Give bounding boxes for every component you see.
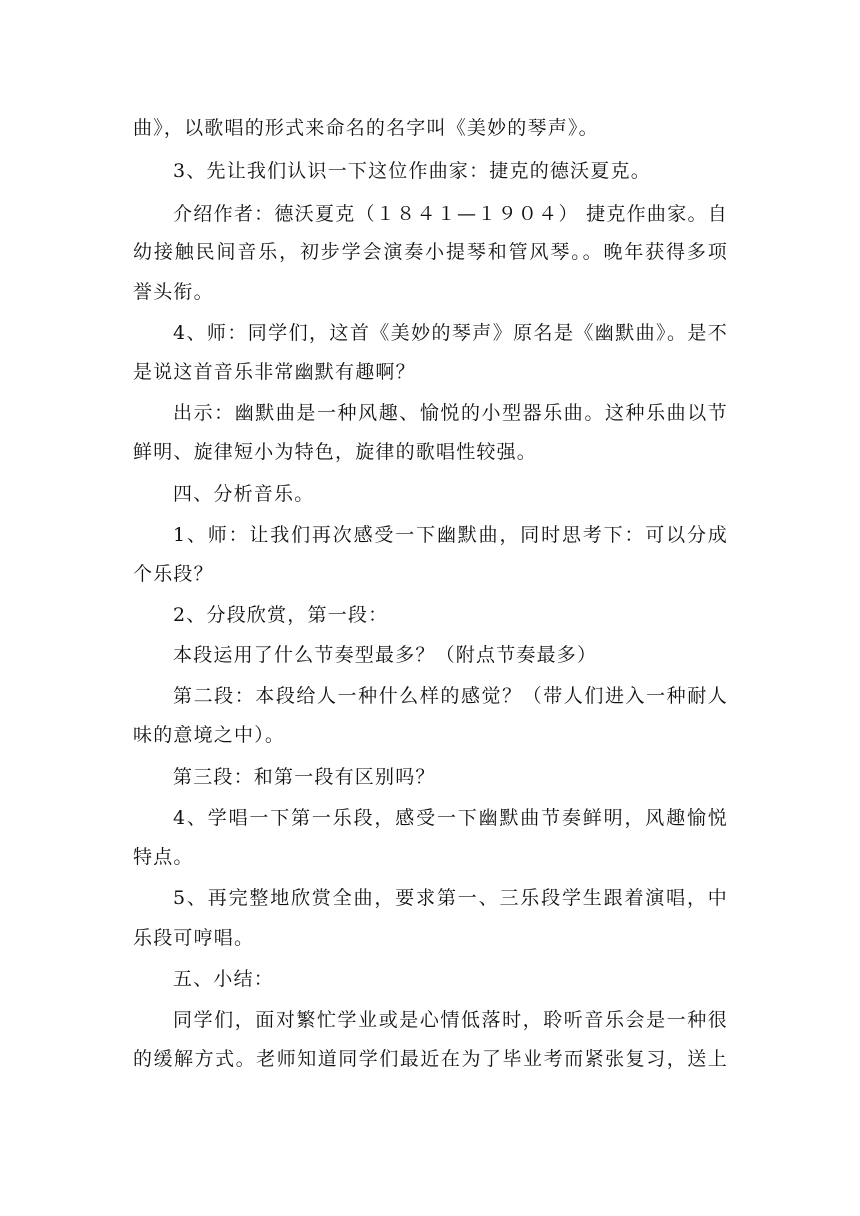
text-line: 2、分段欣赏，第一段：	[173, 604, 389, 626]
text-line: 4、学唱一下第一乐段，感受一下幽默曲节奏鲜明，风趣愉悦	[173, 807, 728, 829]
text-line: 曲》，以歌唱的形式来命名的名字叫《美妙的琴声》。	[133, 117, 599, 139]
text-line: 同学们，面对繁忙学业或是心情低落时，聆听音乐会是一种很	[173, 1009, 728, 1031]
text-line: 乐段可哼唱。	[133, 927, 255, 949]
text-line: 味的意境之中）。	[133, 724, 286, 746]
text-line: 个乐段？	[133, 563, 214, 585]
text-line: 3、先让我们认识一下这位作曲家：捷克的德沃夏克。	[173, 160, 651, 182]
section-heading: 五、小结：	[173, 968, 275, 990]
text-line: 幼接触民间音乐，初步学会演奏小提琴和管风琴。。晚年获得多项	[133, 241, 728, 263]
text-line: 5、再完整地欣赏全曲，要求第一、三乐段学生跟着演唱，中	[173, 887, 728, 909]
text-line: 1、师：让我们再次感受一下幽默曲，同时思考下：可以分成	[173, 524, 728, 546]
text-line: 介绍作者：德沃夏克（１８４１—１９０４） 捷克作曲家。自	[173, 203, 728, 225]
text-line: 誉头衔。	[133, 281, 214, 303]
text-line: 是说这首音乐非常幽默有趣啊？	[133, 361, 416, 383]
text-line: 鲜明、旋律短小为特色，旋律的歌唱性较强。	[133, 441, 538, 463]
text-line: 第二段：本段给人一种什么样的感觉？（带人们进入一种耐人	[173, 685, 728, 707]
text-line: 特点。	[133, 846, 194, 868]
section-heading: 四、分析音乐。	[173, 483, 315, 505]
text-line: 第三段：和第一段有区别吗？	[173, 766, 436, 788]
text-line: 的缓解方式。老师知道同学们最近在为了毕业考而紧张复习，送上	[133, 1048, 728, 1070]
text-line: 本段运用了什么节奏型最多？（附点节奏最多）	[173, 644, 598, 666]
text-line: 出示：幽默曲是一种风趣、愉悦的小型器乐曲。这种乐曲以节	[173, 402, 728, 424]
text-line: 4、师：同学们，这首《美妙的琴声》原名是《幽默曲》。是不	[173, 322, 728, 344]
